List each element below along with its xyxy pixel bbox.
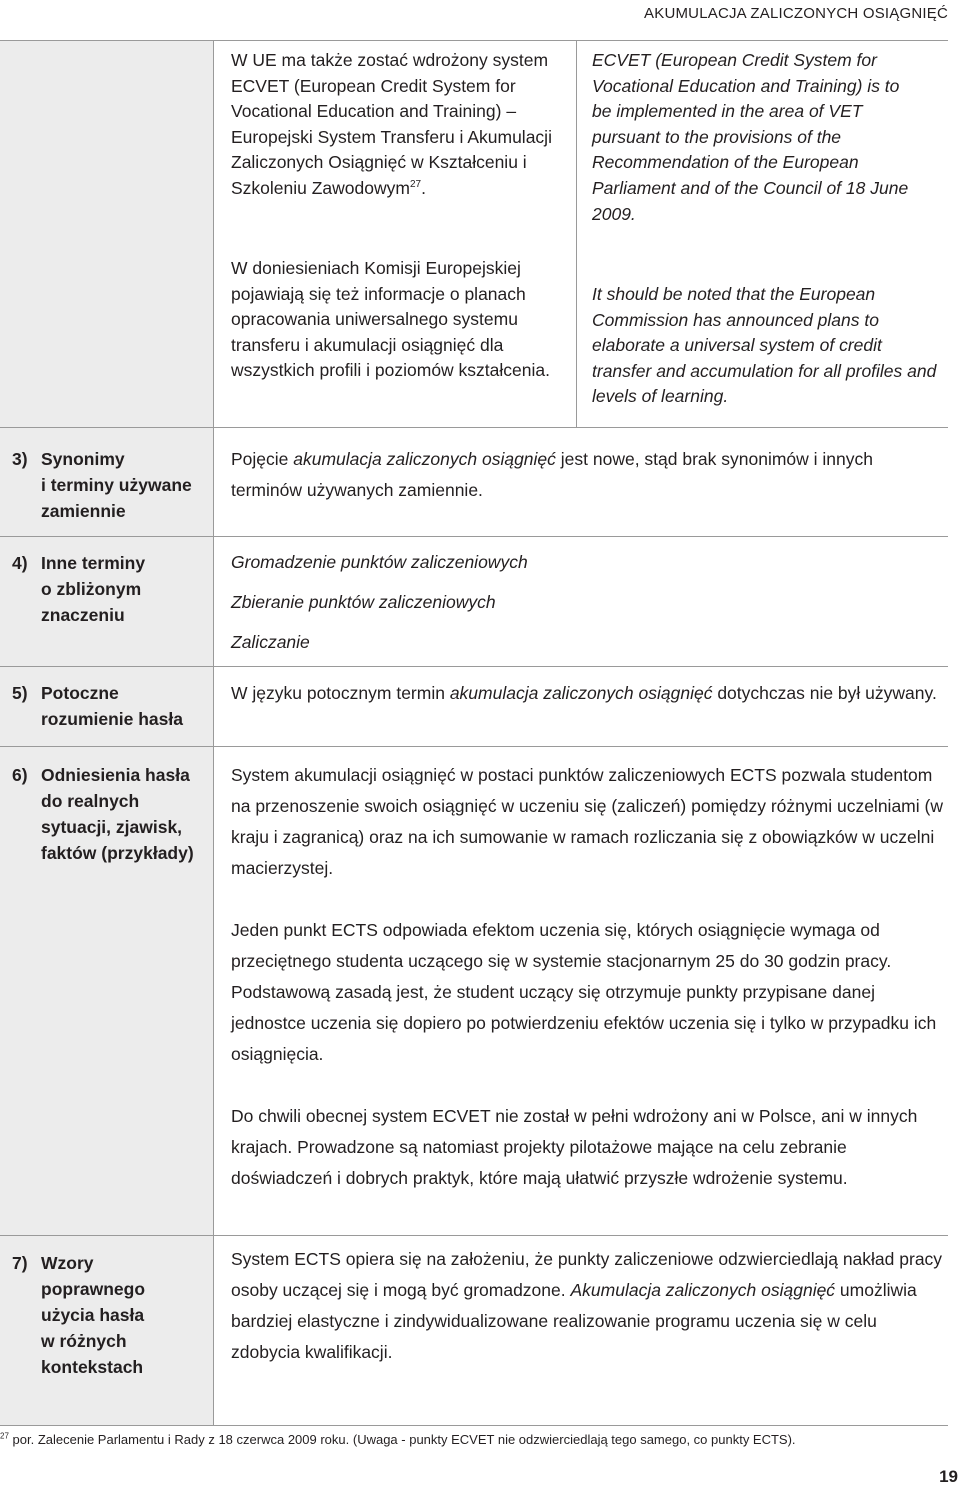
top-rule [0,40,948,41]
section-content-usage: System ECTS opiera się na założeniu, że punkty zaliczeniowe odzwierciedlają nakład pracy osoby uczącej się i mogą być gromadzone. Akumulacja zaliczonych osiągnięć umożliwia bardziej elastyczne i zindywidualizowane realizowanie programu uczenia się w celu zdobycia kwalifikacji. [231,1249,943,1362]
section-label-related-terms: 4) Inne terminy o zbliżonym znaczeniu [12,553,146,625]
related-term-2: Zbieranie punktów zaliczeniowych [231,592,496,612]
section-content-synonyms: Pojęcie akumulacja zaliczonych osiągnięć jest nowe, stąd brak synonimów i innych terminów używanych zamiennie. [231,449,873,500]
divider-s4 [0,666,948,667]
footnote: $^{27}$ por. Zalecenie Parlamentu i Rady z 18 czerwca 2009 roku. (Uwaga - punkty ECVET nie odzwierciedlają tego samego, co punkty ECTS). [0,1431,796,1447]
intro-en-paragraph-1: ECVET (European Credit System for Vocational Education and Training) is to be implemented in the area of VET pursuant to the provisions of the Recommendation of the European Parliament and of the Council of 18 June 2009. [592,50,909,224]
divider-s5 [0,746,948,747]
bottom-rule [0,1425,948,1426]
term-label-column [0,40,214,1425]
section-label-usage-patterns: 7) Wzory poprawnego użycia hasła w różnych kontekstach [12,1253,146,1377]
section-content-colloquial: W języku potocznym termin akumulacja zaliczonych osiągnięć dotychczas nie był używany. [231,683,937,703]
language-column-divider [576,40,577,427]
example-paragraph-1: System akumulacji osiągnięć w postaci punktów zaliczeniowych ECTS pozwala studentom na przenoszenie swoich osiągnięć w uczeniu się (zaliczeń) pomiędzy różnymi uczelniami (w kraju i zagranicą) oraz na ich sumowanie w ramach rozliczania się z obowiązków w uczelni macierzystej. [231,765,943,878]
divider-intro [0,427,948,428]
related-term-3: Zaliczanie [231,632,310,652]
section-label-synonyms: 3) Synonimy i terminy używane zamiennie [12,449,192,521]
example-paragraph-2: Jeden punkt ECTS odpowiada efektom uczenia się, których osiągnięcie wymaga od przeciętnego studenta uczącego się w systemie stacjonarnym 25 do 30 godzin pracy. Podstawową zasadą jest, że student uczący się otrzymuje punkty przypisane danej jednostce uczenia się dopiero po potwierdzeniu efektów uczenia się i tylko w przypadku ich osiągnięcia. [231,920,937,1064]
footnote-ref: 27 [409,179,422,191]
related-term-1: Gromadzenie punktów zaliczeniowych [231,552,528,572]
section-label-real-references: 6) Odniesienia hasła do realnych sytuacji, zjawisk, faktów (przykłady) [12,765,194,863]
intro-en-paragraph-2: It should be noted that the European Commission has announced plans to elaborate a universal system of credit transfer and accumulation for all profiles and levels of learning. [592,284,937,407]
page-number: 19 [939,1467,958,1486]
divider-s6 [0,1235,948,1236]
intro-pl-paragraph-2: W doniesieniach Komisji Europejskiej pojawiają się też informacje o planach opracowania uniwersalnego systemu transferu i akumulacji osiągnięć dla wszystkich profili i poziomów kształcenia. [231,258,550,381]
section-label-colloquial: 5) Potoczne rozumienie hasła [12,683,183,729]
divider-s3 [0,536,948,537]
intro-pl-paragraph-1: W UE ma także zostać wdrożony system ECVET (European Credit System for Vocational Education and Training) – Europejski System Transferu i Akumulacji Zaliczonych Osiągnięć w Kształceniu i Szkoleniu Zawodowym$^{27}$. [231,50,552,198]
example-paragraph-3: Do chwili obecnej system ECVET nie został w pełni wdrożony ani w Polsce, ani w innych krajach. Prowadzone są natomiast projekty pilotażowe mające na celu zebranie doświadczeń i dobrych praktyk, które mają ułatwić przyszłe wdrożenie systemu. [231,1106,918,1188]
running-header: AKUMULACJA ZALICZONYCH OSIĄGNIĘĆ [644,5,948,22]
